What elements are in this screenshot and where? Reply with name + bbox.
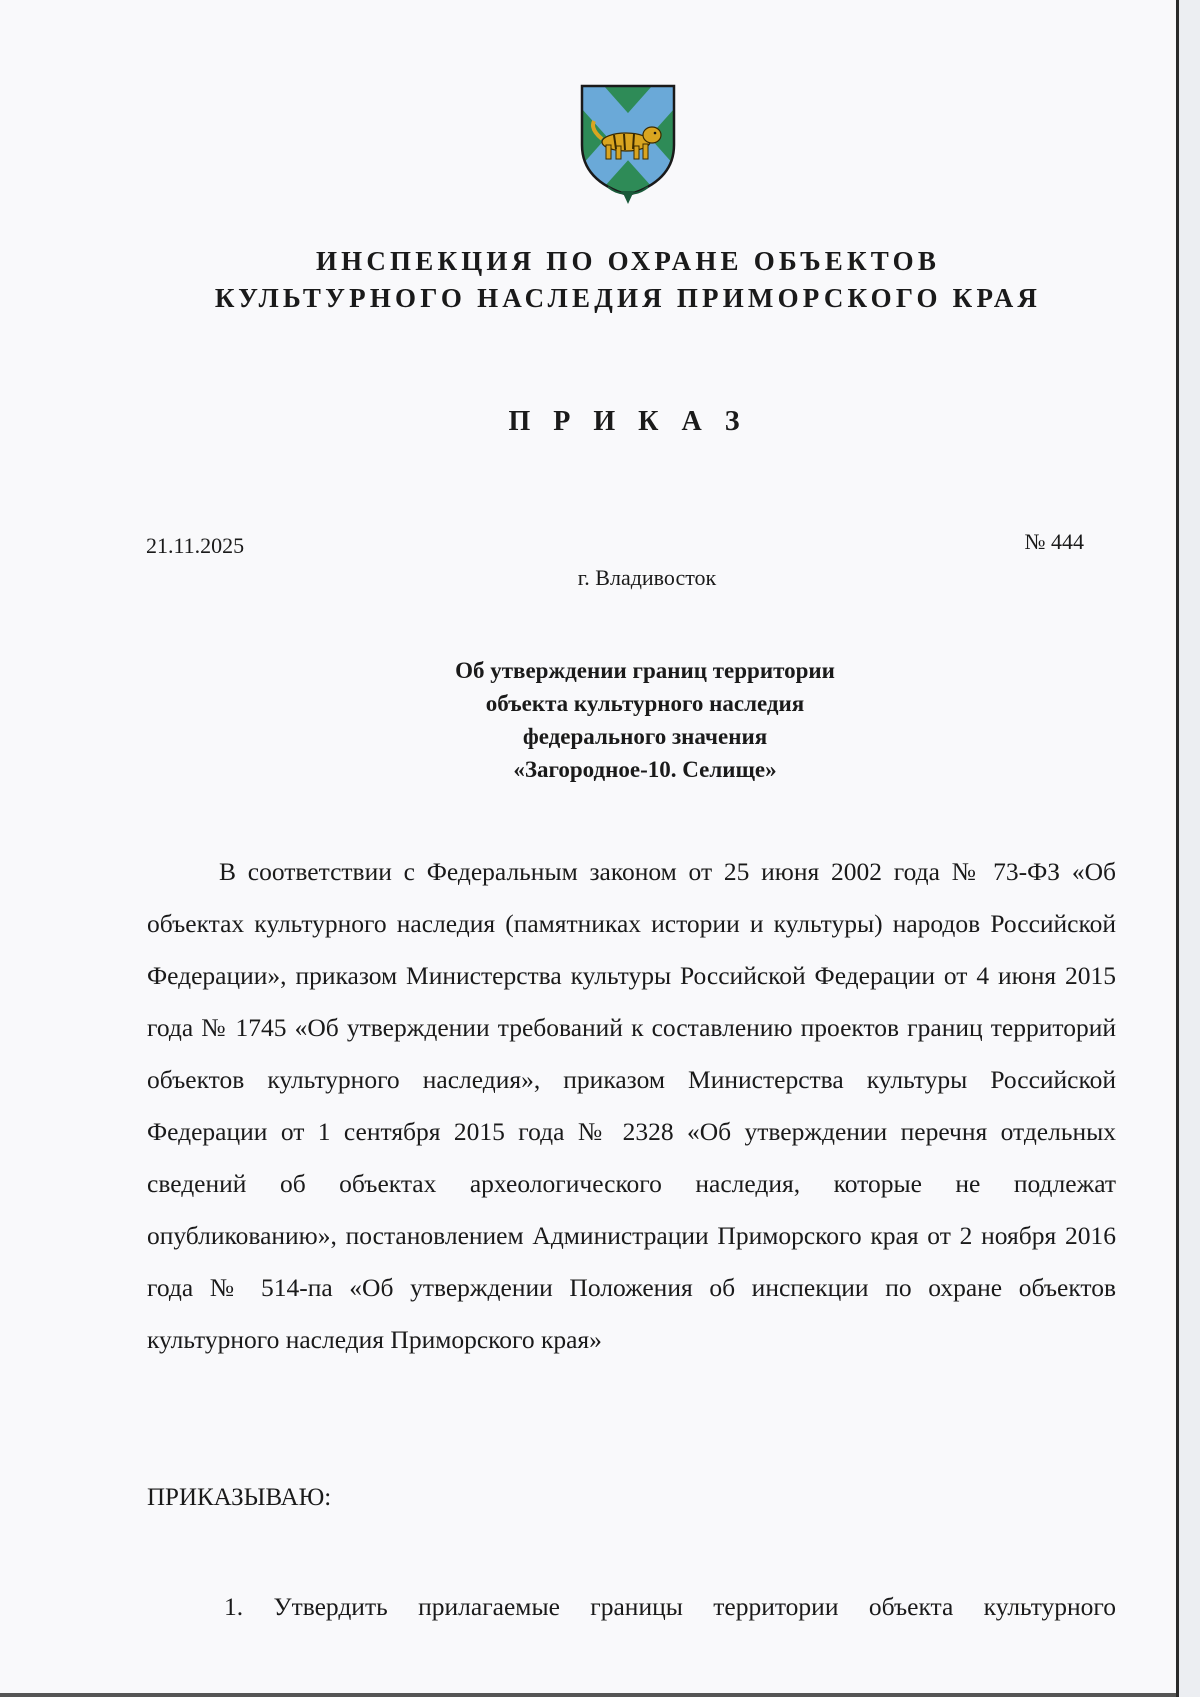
subject-line: федерального значения	[522, 724, 768, 749]
document-date: 21.11.2025	[146, 533, 245, 558]
organization-name-line-2: КУЛЬТУРНОГО НАСЛЕДИЯ ПРИМОРСКОГО КРАЯ	[214, 283, 1042, 313]
order-item-1: 1. Утвердить прилагаемые границы территории объекта культурного	[224, 1592, 1116, 1621]
document-number: № 444	[1024, 529, 1084, 554]
organization-name-line-1: ИНСПЕКЦИЯ ПО ОХРАНЕ ОБЪЕКТОВ	[315, 246, 941, 276]
scan-background	[1179, 0, 1200, 1697]
coat-of-arms-icon	[578, 83, 678, 205]
document-city: г. Владивосток	[577, 565, 717, 590]
document-subject	[0, 654, 1200, 786]
document-type-title: П Р И К А З	[508, 406, 748, 437]
page-bottom-edge	[0, 1693, 1176, 1697]
subject-line: «Загородное-10. Селище»	[513, 757, 777, 782]
subject-line: Об утверждении границ территории	[455, 658, 835, 683]
order-keyword: ПРИКАЗЫВАЮ:	[147, 1484, 332, 1511]
preamble-paragraph: В соответствии с Федеральным законом от 25 июня 2002 года № 73-ФЗ «Об объектах культурного наследия (памятниках истории и культуры) народов Российской Федерации», приказом Министерства культуры Российской Федерации от 4 июня 2015 года № 1745 «Об утверждении требований к составлению проектов границ территорий объектов культурного наследия», приказом Министерства культуры Российской Федерации от 1 сентября 2015 года № 2328 «Об утверждении перечня отдельных сведений об объектах археологического наследия, которые не подлежат опубликованию», постановлением Администрации Приморского края от 2 ноября 2016 года № 514-па «Об утверждении Положения об инспекции по охране объектов культурного наследия Приморского края»	[147, 857, 1116, 1354]
subject-line: объекта культурного наследия	[485, 691, 805, 716]
